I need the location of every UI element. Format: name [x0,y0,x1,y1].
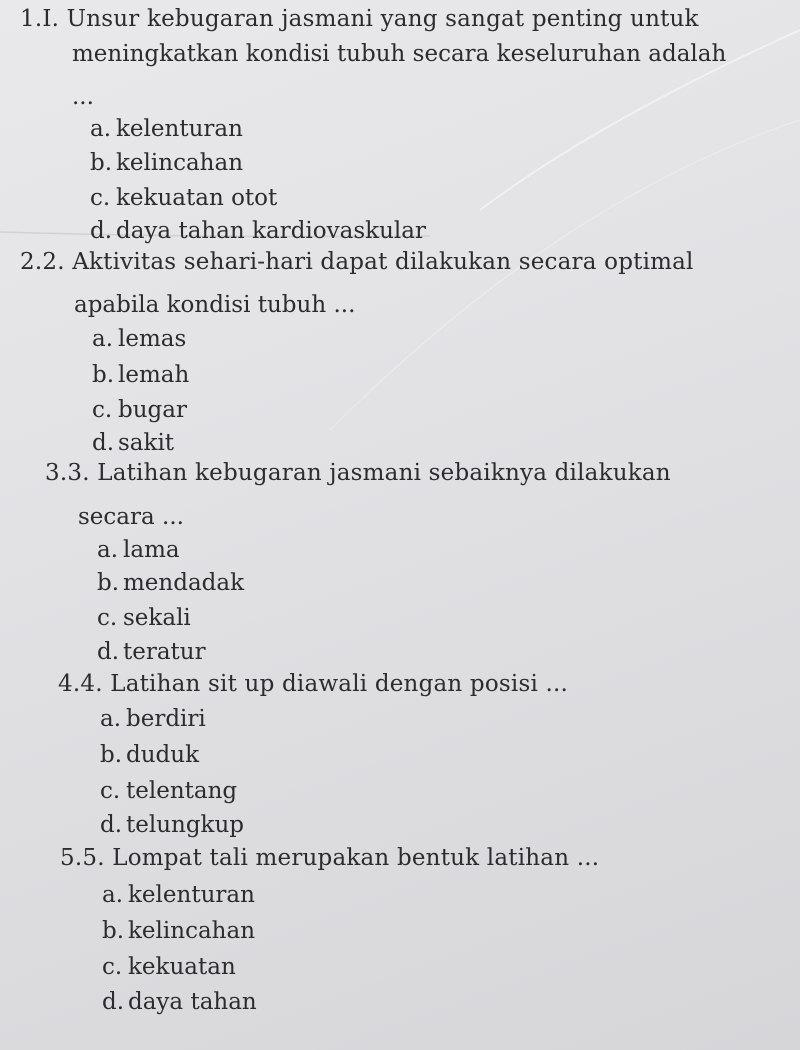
option-letter: d. [102,989,125,1015]
question-2-option-c[interactable] [92,393,187,427]
option-letter: d. [100,812,123,838]
option-text: lemas [118,326,187,352]
option-letter: d. [92,430,115,456]
question-3-line-1 [45,456,671,490]
option-letter: a. [92,326,114,352]
option-text: bugar [118,397,187,423]
question-1-line-1 [20,2,699,36]
question-2-option-a[interactable] [92,322,186,356]
option-letter: b. [92,362,115,388]
option-text: telungkup [126,812,245,838]
option-text: teratur [123,639,206,665]
question-5-option-c[interactable] [102,950,236,984]
option-text: kelincahan [116,150,244,176]
option-text: kelincahan [128,918,256,944]
question-4-number: 4. [58,671,81,697]
question-1-option-a[interactable] [90,112,243,146]
option-letter: c. [102,954,123,980]
option-letter: d. [97,639,120,665]
question-1-line-2: meningkatkan kondisi tubuh secara keseluruhan adalah [72,41,727,67]
question-4-option-d[interactable] [100,808,244,842]
question-2-line-2: apabila kondisi tubuh ... [74,292,356,318]
question-5-line-1 [60,841,599,875]
question-1-number: 1. [20,6,43,32]
option-letter: c. [97,605,118,631]
option-letter: b. [102,918,125,944]
question-1-option-c[interactable] [90,181,277,215]
option-letter: b. [97,570,120,596]
option-letter: b. [90,150,113,176]
option-text: kekuatan otot [116,185,278,211]
question-5-option-d[interactable] [102,985,257,1019]
option-text: sakit [118,430,175,456]
question-2-text-1: 2. Aktivitas sehari-hari dapat dilakukan secara optimal [42,249,694,275]
option-letter: c. [92,397,113,423]
option-letter: a. [90,116,112,142]
question-3-option-a[interactable] [97,533,180,567]
option-text: daya tahan kardiovaskular [116,218,426,244]
question-1-line-3: ... [72,84,94,110]
question-4-line-1 [58,667,568,701]
question-4-text-1: 4. Latihan sit up diawali dengan posisi ... [80,671,569,697]
option-text: duduk [126,742,200,768]
question-5-text-1: 5. Lompat tali merupakan bentuk latihan ... [82,845,600,871]
question-1-text-1: Ⅰ. Unsur kebugaran jasmani yang sangat penting untuk [42,6,699,32]
option-text: kekuatan [128,954,236,980]
question-3-text-1: 3. Latihan kebugaran jasmani sebaiknya dilakukan [67,460,671,486]
question-1-option-b[interactable] [90,146,243,180]
question-2-line-1 [20,245,694,279]
option-text: sekali [123,605,191,631]
question-3-option-d[interactable] [97,635,206,669]
question-3-option-c[interactable] [97,601,191,635]
question-5-option-a[interactable] [102,878,255,912]
question-4-option-b[interactable] [100,738,199,772]
option-text: daya tahan [128,989,257,1015]
question-2-option-b[interactable] [92,358,189,392]
option-text: lemah [118,362,190,388]
question-2-number: 2. [20,249,43,275]
question-3-number: 3. [45,460,68,486]
option-letter: d. [90,218,113,244]
option-text: berdiri [126,706,206,732]
question-1-option-d[interactable] [90,214,426,248]
option-letter: b. [100,742,123,768]
option-letter: a. [100,706,122,732]
option-letter: c. [100,778,121,804]
option-letter: a. [97,537,119,563]
option-text: lama [123,537,180,563]
option-text: telentang [126,778,238,804]
question-3-line-2: secara ... [78,504,184,530]
question-5-number: 5. [60,845,83,871]
option-letter: a. [102,882,124,908]
option-text: kelenturan [116,116,243,142]
question-5-option-b[interactable] [102,914,255,948]
option-letter: c. [90,185,111,211]
question-2-option-d[interactable] [92,426,174,460]
option-text: mendadak [123,570,245,596]
option-text: kelenturan [128,882,255,908]
question-3-option-b[interactable] [97,566,244,600]
question-4-option-a[interactable] [100,702,206,736]
question-4-option-c[interactable] [100,774,237,808]
